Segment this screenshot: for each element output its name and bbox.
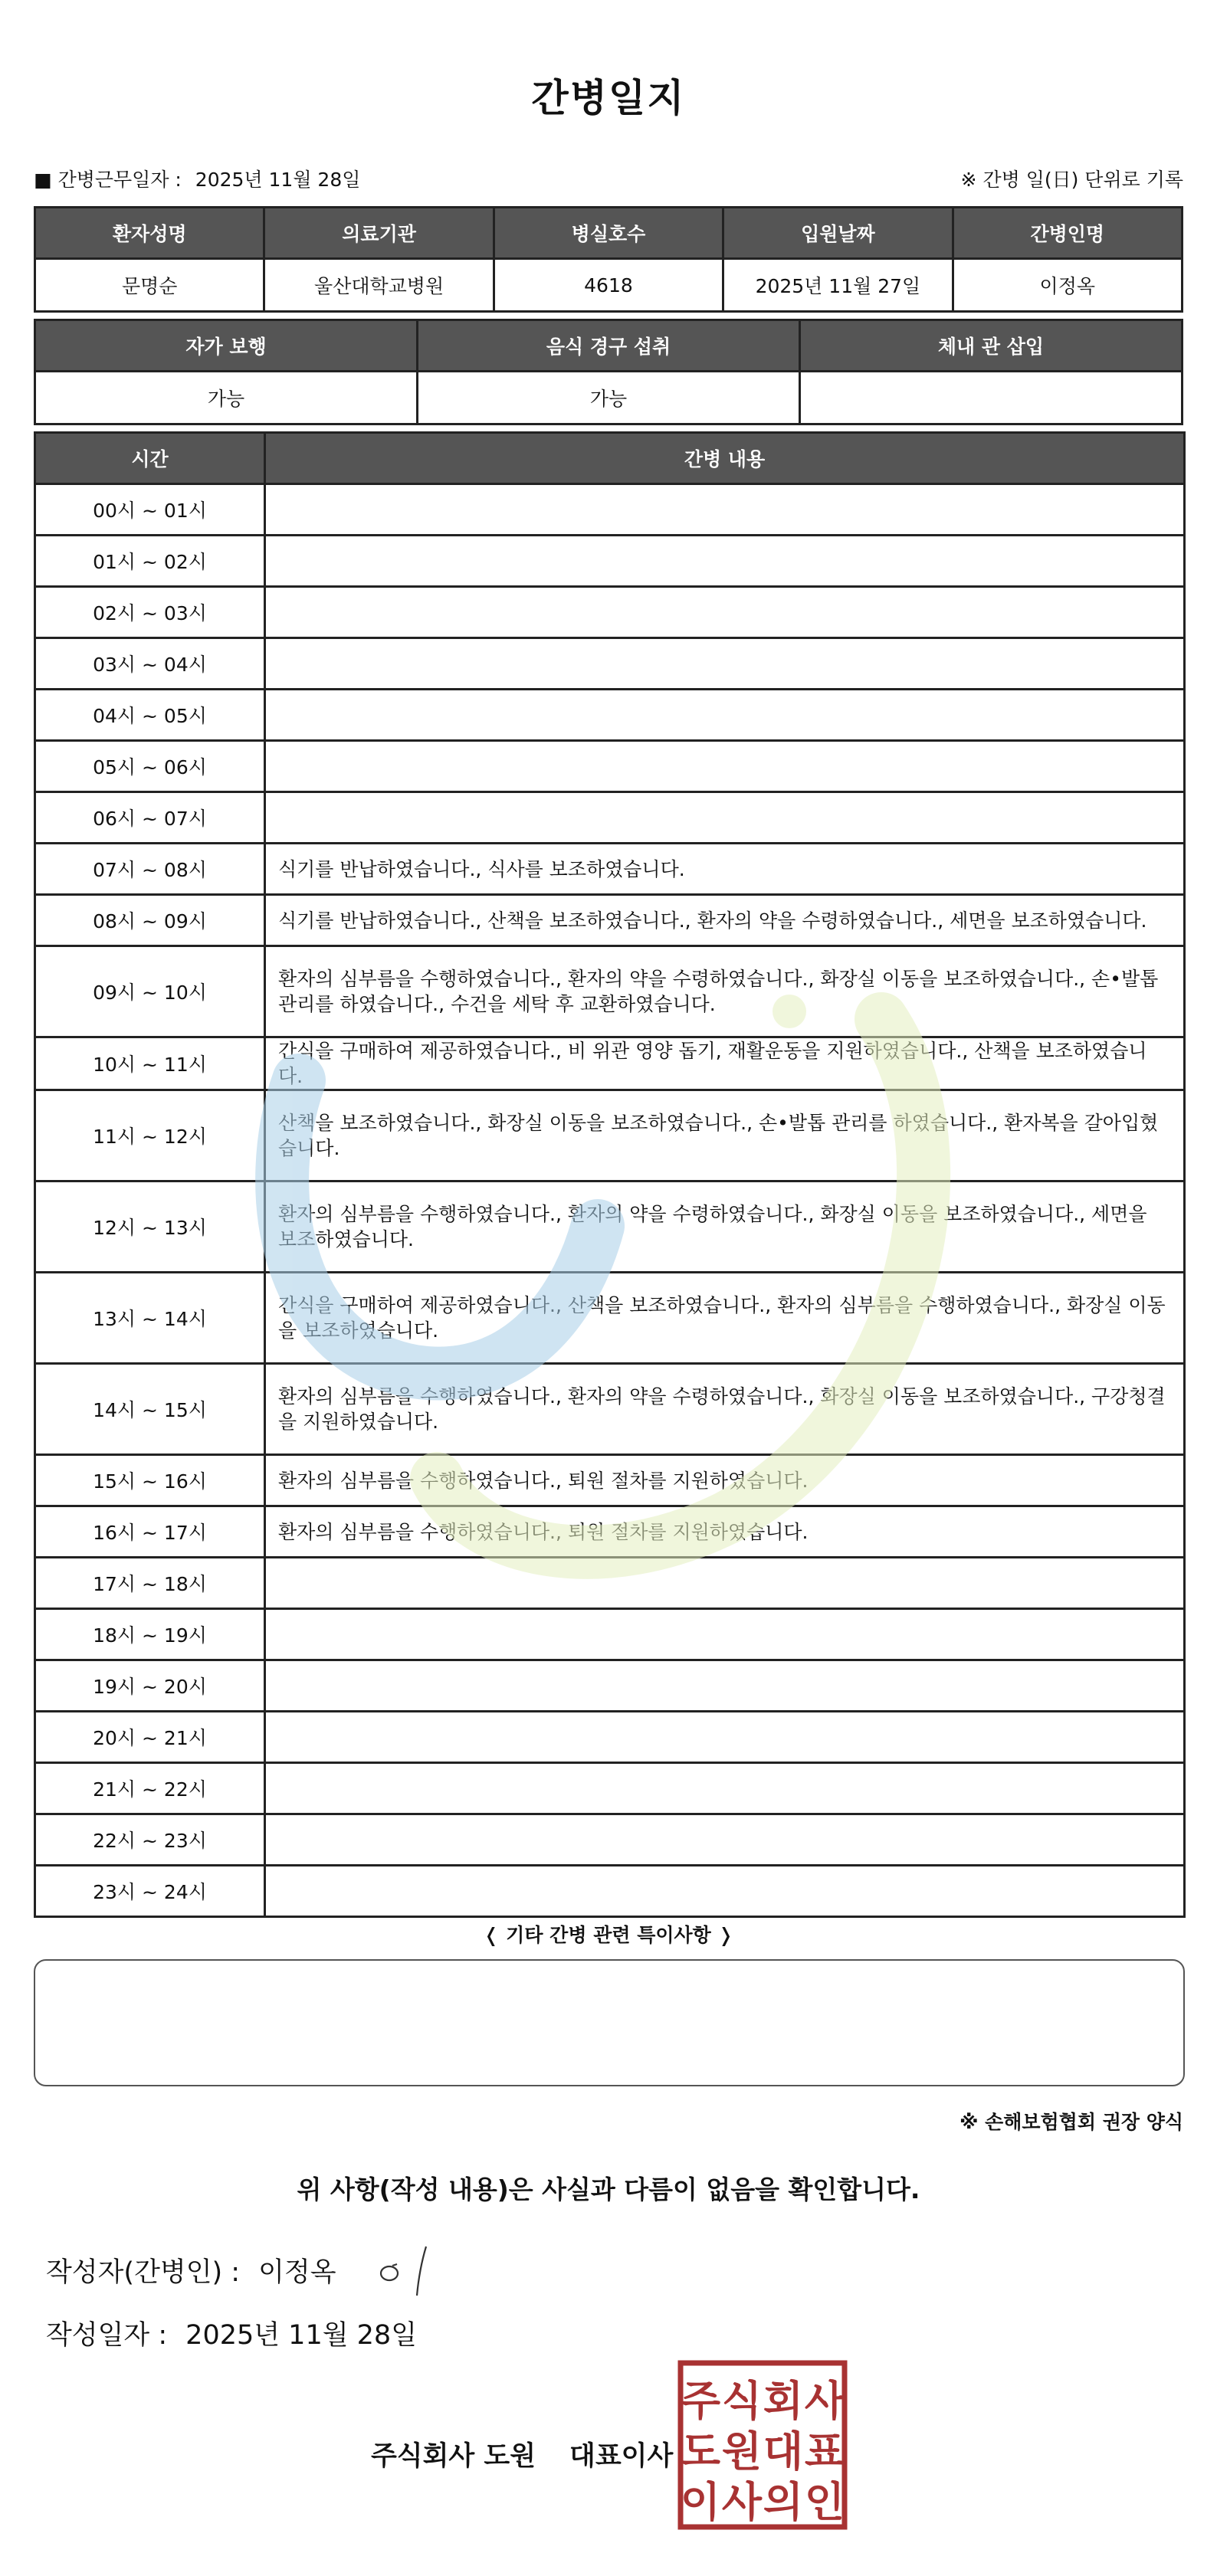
log-time: 12시 ~ 13시 bbox=[35, 1181, 265, 1273]
svg-text:도: 도 bbox=[680, 2427, 721, 2476]
patient-info-header-row bbox=[35, 208, 1183, 259]
log-content bbox=[265, 1660, 1185, 1712]
log-time: 13시 ~ 14시 bbox=[35, 1273, 265, 1364]
log-content: 환자의 심부름을 수행하였습니다., 퇴원 절차를 지원하였습니다. bbox=[265, 1455, 1185, 1506]
value-oral-intake: 가능 bbox=[418, 372, 800, 424]
table-row bbox=[35, 690, 1185, 741]
svg-text:주: 주 bbox=[680, 2377, 721, 2425]
log-content: 환자의 심부름을 수행하였습니다., 퇴원 절차를 지원하였습니다. bbox=[265, 1506, 1185, 1558]
log-time: 02시 ~ 03시 bbox=[35, 587, 265, 638]
table-row bbox=[35, 1660, 1185, 1712]
log-content bbox=[265, 1609, 1185, 1660]
writer-line bbox=[46, 2251, 336, 2289]
svg-text:식: 식 bbox=[721, 2377, 763, 2425]
table-row bbox=[35, 1506, 1185, 1558]
log-time: 15시 ~ 16시 bbox=[35, 1455, 265, 1506]
log-content bbox=[265, 1866, 1185, 1917]
table-row bbox=[35, 844, 1185, 895]
table-row bbox=[35, 1273, 1185, 1364]
log-time: 09시 ~ 10시 bbox=[35, 946, 265, 1037]
table-row bbox=[35, 638, 1185, 690]
log-time: 11시 ~ 12시 bbox=[35, 1090, 265, 1181]
table-row bbox=[35, 1181, 1185, 1273]
value-caregiver-name: 이정옥 bbox=[953, 259, 1182, 312]
table-row bbox=[35, 792, 1185, 844]
value-self-walking: 가능 bbox=[35, 372, 418, 424]
log-content bbox=[265, 792, 1185, 844]
svg-text:표: 표 bbox=[804, 2427, 845, 2476]
company-line bbox=[371, 2435, 673, 2473]
write-date-line bbox=[46, 2314, 417, 2352]
log-time: 22시 ~ 23시 bbox=[35, 1814, 265, 1866]
log-content: 식기를 반납하였습니다., 식사를 보조하였습니다. bbox=[265, 844, 1185, 895]
unit-note: ※ 간병 일(日) 단위로 기록 bbox=[960, 169, 1183, 191]
log-time: 17시 ~ 18시 bbox=[35, 1558, 265, 1609]
log-content: 간식을 구매하여 제공하였습니다., 비 위관 영양 돕기, 재활운동을 지원하였습니다., 산책을 보조하였습니다. bbox=[265, 1037, 1185, 1090]
work-date-value: 2025년 11월 28일 bbox=[195, 169, 361, 191]
patient-info-table bbox=[34, 206, 1183, 313]
svg-text:이: 이 bbox=[680, 2478, 721, 2526]
svg-text:의: 의 bbox=[763, 2478, 804, 2526]
table-row bbox=[35, 1558, 1185, 1609]
svg-text:사: 사 bbox=[804, 2377, 845, 2425]
writer-label: 작성자(간병인) : bbox=[46, 2257, 241, 2288]
header-hospital: 의료기관 bbox=[264, 208, 494, 259]
value-tube-insertion bbox=[800, 372, 1183, 424]
log-content bbox=[265, 638, 1185, 690]
log-time: 05시 ~ 06시 bbox=[35, 741, 265, 792]
special-notes-title: ❬ 기타 간병 관련 특이사항 ❭ bbox=[483, 1924, 734, 1946]
recommend-note: ※ 손해보험협회 권장 양식 bbox=[959, 2111, 1183, 2133]
log-time: 16시 ~ 17시 bbox=[35, 1506, 265, 1558]
log-content: 환자의 심부름을 수행하였습니다., 환자의 약을 수령하였습니다., 화장실 이동을 보조하였습니다., 구강청결을 지원하였습니다. bbox=[265, 1364, 1185, 1455]
table-row bbox=[35, 946, 1185, 1037]
table-row bbox=[35, 1037, 1185, 1090]
company-seal bbox=[677, 2360, 848, 2530]
log-time: 19시 ~ 20시 bbox=[35, 1660, 265, 1712]
log-content: 식기를 반납하였습니다., 산책을 보조하였습니다., 환자의 약을 수령하였습니다., 세면을 보조하였습니다. bbox=[265, 895, 1185, 946]
log-content: 환자의 심부름을 수행하였습니다., 환자의 약을 수령하였습니다., 화장실 이동을 보조하였습니다., 손•발톱 관리를 하였습니다., 수건을 세탁 후 교환하였습니다. bbox=[265, 946, 1185, 1037]
patient-status-header-row bbox=[35, 320, 1183, 372]
log-content bbox=[265, 1814, 1185, 1866]
log-content: 환자의 심부름을 수행하였습니다., 환자의 약을 수령하였습니다., 화장실 이동을 보조하였습니다., 세면을 보조하였습니다. bbox=[265, 1181, 1185, 1273]
value-admission-date: 2025년 11월 27일 bbox=[723, 259, 953, 312]
table-row bbox=[35, 1364, 1185, 1455]
log-content bbox=[265, 536, 1185, 587]
log-time: 10시 ~ 11시 bbox=[35, 1037, 265, 1090]
table-row bbox=[35, 536, 1185, 587]
log-time: 00시 ~ 01시 bbox=[35, 484, 265, 536]
table-row bbox=[35, 587, 1185, 638]
special-notes-box bbox=[34, 1959, 1185, 2086]
log-content bbox=[265, 690, 1185, 741]
svg-text:회: 회 bbox=[763, 2377, 804, 2425]
log-time: 23시 ~ 24시 bbox=[35, 1866, 265, 1917]
svg-text:원: 원 bbox=[721, 2427, 763, 2476]
value-hospital: 울산대학교병원 bbox=[264, 259, 494, 312]
log-content bbox=[265, 587, 1185, 638]
header-admission-date: 입원날짜 bbox=[723, 208, 953, 259]
log-time: 08시 ~ 09시 bbox=[35, 895, 265, 946]
patient-info-value-row bbox=[35, 259, 1183, 312]
value-patient-name: 문명순 bbox=[35, 259, 264, 312]
log-content bbox=[265, 1712, 1185, 1763]
log-content bbox=[265, 1558, 1185, 1609]
log-time: 01시 ~ 02시 bbox=[35, 536, 265, 587]
table-row bbox=[35, 1609, 1185, 1660]
table-row bbox=[35, 484, 1185, 536]
table-row bbox=[35, 1712, 1185, 1763]
header-oral-intake: 음식 경구 섭취 bbox=[418, 320, 800, 372]
log-content bbox=[265, 484, 1185, 536]
patient-status-table bbox=[34, 319, 1183, 425]
log-content: 간식을 구매하여 제공하였습니다., 산책을 보조하였습니다., 환자의 심부름을 수행하였습니다., 화장실 이동을 보조하였습니다. bbox=[265, 1273, 1185, 1364]
header-time: 시간 bbox=[35, 433, 265, 484]
table-row bbox=[35, 741, 1185, 792]
confirmation-statement: 위 사항(작성 내용)은 사실과 다름이 없음을 확인합니다. bbox=[297, 2175, 920, 2204]
svg-text:대: 대 bbox=[763, 2427, 804, 2476]
table-row bbox=[35, 1814, 1185, 1866]
log-time: 07시 ~ 08시 bbox=[35, 844, 265, 895]
table-row bbox=[35, 1455, 1185, 1506]
table-row bbox=[35, 1866, 1185, 1917]
handwritten-signature bbox=[374, 2239, 443, 2300]
log-time: 06시 ~ 07시 bbox=[35, 792, 265, 844]
log-time: 04시 ~ 05시 bbox=[35, 690, 265, 741]
log-header-row bbox=[35, 433, 1185, 484]
header-caregiver-name: 간병인명 bbox=[953, 208, 1182, 259]
log-content bbox=[265, 741, 1185, 792]
log-time: 14시 ~ 15시 bbox=[35, 1364, 265, 1455]
writer-name: 이정옥 bbox=[258, 2257, 336, 2288]
write-date-label: 작성일자 : bbox=[46, 2320, 168, 2351]
log-time: 20시 ~ 21시 bbox=[35, 1712, 265, 1763]
header-self-walking: 자가 보행 bbox=[35, 320, 418, 372]
table-row bbox=[35, 1090, 1185, 1181]
work-date-line bbox=[34, 165, 360, 192]
log-content bbox=[265, 1763, 1185, 1814]
table-row bbox=[35, 1763, 1185, 1814]
log-time: 18시 ~ 19시 bbox=[35, 1609, 265, 1660]
company-rep: 대표이사 bbox=[569, 2441, 674, 2472]
header-room: 병실호수 bbox=[494, 208, 723, 259]
patient-status-value-row bbox=[35, 372, 1183, 424]
header-tube-insertion: 체내 관 삽입 bbox=[800, 320, 1183, 372]
svg-text:사: 사 bbox=[721, 2478, 763, 2526]
log-content: 산책을 보조하였습니다., 화장실 이동을 보조하였습니다., 손•발톱 관리를 하였습니다., 환자복을 갈아입혔습니다. bbox=[265, 1090, 1185, 1181]
page-title: 간병일지 bbox=[531, 76, 686, 120]
header-care-content: 간병 내용 bbox=[265, 433, 1185, 484]
write-date-value: 2025년 11월 28일 bbox=[185, 2320, 417, 2351]
hourly-care-log-table bbox=[34, 431, 1186, 1918]
log-time: 03시 ~ 04시 bbox=[35, 638, 265, 690]
company-name: 주식회사 도원 bbox=[371, 2441, 536, 2472]
value-room: 4618 bbox=[494, 259, 723, 312]
log-time: 21시 ~ 22시 bbox=[35, 1763, 265, 1814]
work-date-label: ■ 간병근무일자 : bbox=[34, 169, 182, 191]
svg-text:인: 인 bbox=[804, 2478, 845, 2526]
table-row bbox=[35, 895, 1185, 946]
header-patient-name: 환자성명 bbox=[35, 208, 264, 259]
